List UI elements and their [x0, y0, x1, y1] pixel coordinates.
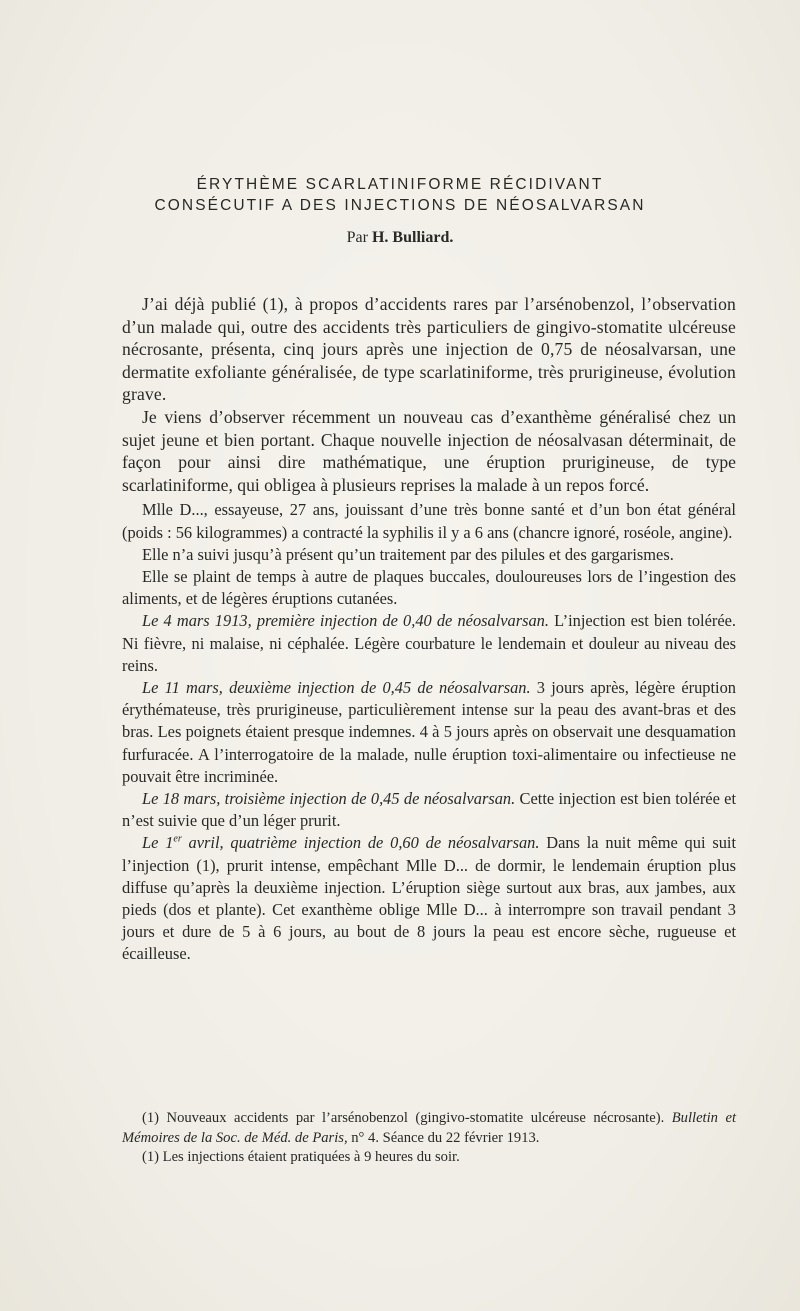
- title-line-1: ÉRYTHÈME SCARLATINIFORME RÉCIDIVANT: [196, 176, 604, 193]
- footnote-1-text-b: n° 4. Séance du 22 février 1913.: [347, 1129, 540, 1146]
- paragraph-complaints: Elle se plaint de temps à autre de plaques buccales, douloureuses lors de l’ingestion des aliments, et de légères éruptions cutanées.: [122, 566, 736, 609]
- byline-prefix: Par: [346, 229, 368, 246]
- footnote-2: (1) Les injections étaient pratiquées à 9 heures du soir.: [142, 1149, 460, 1165]
- paragraph-intro: J’ai déjà publié (1), à propos d’accidents rares par l’arsénobenzol, l’observation d’un malade qui, outre des accidents très particuliers de gingivo-stomatite ulcéreuse nécrosante, présenta, cinq jours après une injection de 0,75 de néosalvarsan, une dermatite exfoliante généralisée, de type scarlatiniforme, très prurigineuse, évolution grave.: [122, 294, 736, 405]
- footnote-1: [122, 1109, 736, 1148]
- paragraph-fourth-injection: [122, 832, 736, 965]
- footnote-1-text-a: (1) Nouveaux accidents par l’arsénobenzol (gingivo-stomatite ulcéreuse nécrosante).: [142, 1110, 672, 1126]
- author-name: H. Bulliard.: [371, 229, 454, 246]
- paragraph-second-injection: [122, 677, 736, 788]
- article-body: [122, 293, 736, 966]
- paragraph-new-case: Je viens d’observer récemment un nouveau cas d’exanthème généralisé chez un sujet jeune et bien portant. Chaque nouvelle injection de néosalvasan déterminait, de façon pour ainsi dire mathématique, une éruption prurigineuse, de type scarlatiniforme, qui obligea à plusieurs reprises la malade à un repos forcé.: [122, 406, 736, 495]
- third-injection-date: Le 18 mars, troisième injection de 0,45 de néosalvarsan.: [142, 788, 516, 808]
- footnote-1-journal: Bulletin et Mémoires de la Soc. de Méd. de Paris,: [122, 1110, 736, 1146]
- paragraph-treatment: Elle n’a suivi jusqu’à présent qu’un traitement par des pilules et des gargarismes.: [142, 544, 674, 564]
- paragraph-patient: Mlle D..., essayeuse, 27 ans, jouissant d’une très bonne santé et d’un bon état général (poids : 56 kilogrammes) a contracté la syphilis il y a 6 ans (chancre ignoré, roséole, angine).: [122, 500, 736, 542]
- ordinal-superscript: er: [173, 833, 182, 845]
- fourth-injection-date-b: avril, quatrième injection de 0,60 de néosalvarsan.: [181, 833, 540, 853]
- second-injection-text: 3 jours après, légère éruption érythémateuse, très prurigineuse, particulièrement intense sur la peau des avant-bras et des bras. Les poignets étaient presque indemnes. 4 à 5 jours après on observait une desquamation furfuracée. A l’interrogatoire de la malade, nulle éruption toxi-alimentaire ou infectieuse ne pouvait être incriminée.: [122, 677, 736, 786]
- article-header: [100, 174, 700, 248]
- third-injection-text: Cette injection est bien tolérée et n’est suivie que d’un léger prurit.: [122, 788, 737, 831]
- paragraph-first-injection: [122, 610, 736, 677]
- fourth-injection-text: Dans la nuit même qui suit l’injection (1), prurit intense, empêchant Mlle D... de dormir, le lendemain éruption plus diffuse qu’après la deuxième injection. L’éruption siège surtout aux bras, aux jambes, aux pieds (dos et plante). Cet exanthème oblige Mlle D... à interrompre son travail pendant 3 jours et dure de 5 à 6 jours, au bout de 8 jours la peau est encore sèche, rugueuse et écailleuse.: [122, 833, 736, 964]
- byline: [100, 228, 700, 248]
- footnotes: [122, 1109, 736, 1168]
- first-injection-text: L’injection est bien tolérée. Ni fièvre, ni malaise, ni céphalée. Légère courbature le lendemain et douleur au niveau des reins.: [122, 611, 736, 675]
- fourth-injection-date-a: Le 1: [142, 833, 174, 853]
- title-line-2: CONSÉCUTIF A DES INJECTIONS DE NÉOSALVARSAN: [154, 197, 646, 214]
- paragraph-third-injection: [122, 788, 736, 832]
- second-injection-date: Le 11 mars, deuxième injection de 0,45 de néosalvarsan.: [142, 677, 531, 697]
- first-injection-date: Le 4 mars 1913, première injection de 0,40 de néosalvarsan.: [142, 611, 549, 631]
